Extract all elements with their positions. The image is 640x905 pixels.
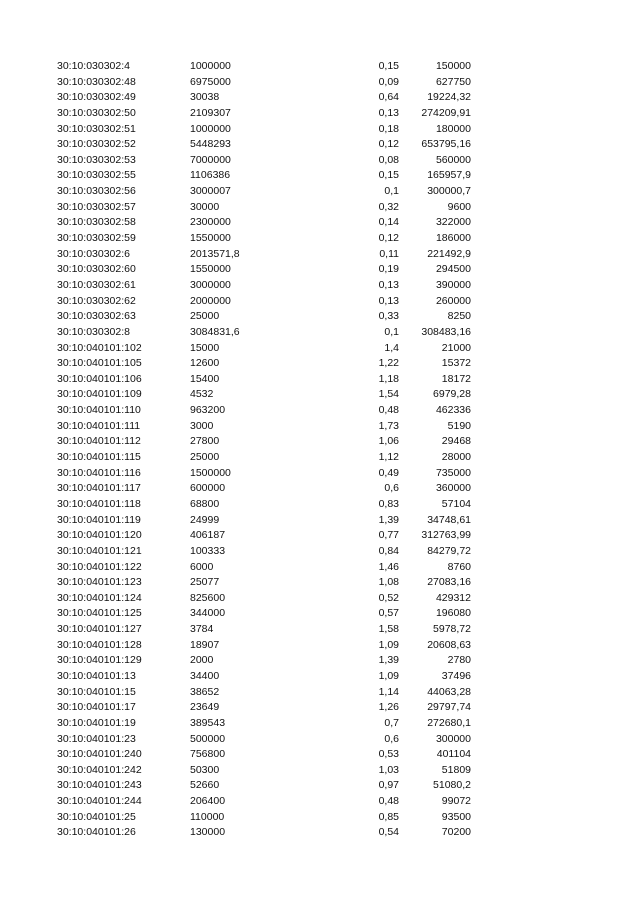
- amount-value-cell: 165957,9: [427, 169, 471, 182]
- area-value-cell: 963200: [190, 404, 226, 417]
- rate-value-cell: 0,13: [378, 294, 399, 307]
- cadastral-number-cell: 30:10:040101:244: [57, 795, 142, 808]
- amount-value-cell: 274209,91: [421, 106, 471, 119]
- cadastral-number-cell: 30:10:030302:58: [57, 216, 136, 229]
- table-row: [0, 591, 640, 607]
- area-value-cell: 130000: [190, 826, 226, 839]
- amount-value-cell: 99072: [441, 795, 471, 808]
- amount-value-cell: 19224,32: [427, 91, 471, 104]
- amount-value-cell: 300000,7: [427, 185, 471, 198]
- table-row: [0, 606, 640, 622]
- table-row: [0, 700, 640, 716]
- area-value-cell: 756800: [190, 748, 226, 761]
- rate-value-cell: 1,18: [378, 372, 399, 385]
- amount-value-cell: 21000: [441, 341, 471, 354]
- amount-value-cell: 322000: [435, 216, 471, 229]
- table-row: [0, 419, 640, 435]
- area-value-cell: 27800: [190, 435, 220, 448]
- rate-value-cell: 0,7: [384, 716, 399, 729]
- cadastral-number-cell: 30:10:040101:116: [57, 466, 141, 479]
- area-value-cell: 3784: [190, 623, 214, 636]
- rate-value-cell: 1,54: [378, 388, 399, 401]
- area-value-cell: 2000000: [190, 294, 231, 307]
- area-value-cell: 25000: [190, 451, 220, 464]
- cadastral-number-cell: 30:10:040101:240: [57, 748, 142, 761]
- cadastral-number-cell: 30:10:030302:53: [57, 153, 136, 166]
- table-row: [0, 669, 640, 685]
- area-value-cell: 389543: [190, 716, 226, 729]
- area-value-cell: 1550000: [190, 263, 231, 276]
- amount-value-cell: 6979,28: [433, 388, 471, 401]
- rate-value-cell: 0,52: [378, 591, 399, 604]
- table-row: [0, 434, 640, 450]
- rate-value-cell: 1,4: [384, 341, 399, 354]
- table-row: [0, 513, 640, 529]
- amount-value-cell: 401104: [436, 748, 471, 761]
- cadastral-number-cell: 30:10:040101:25: [57, 810, 136, 823]
- amount-value-cell: 18172: [441, 372, 471, 385]
- area-value-cell: 3000000: [190, 278, 231, 291]
- cadastral-number-cell: 30:10:040101:129: [57, 654, 142, 667]
- cadastral-number-cell: 30:10:030302:63: [57, 310, 136, 323]
- amount-value-cell: 180000: [435, 122, 471, 135]
- area-value-cell: 3084831,6: [190, 325, 240, 338]
- amount-value-cell: 186000: [435, 232, 471, 245]
- table-row: [0, 137, 640, 153]
- data-table: [0, 59, 640, 841]
- table-row: [0, 184, 640, 200]
- amount-value-cell: 5978,72: [433, 623, 471, 636]
- rate-value-cell: 1,58: [378, 623, 399, 636]
- cadastral-number-cell: 30:10:030302:62: [57, 294, 136, 307]
- area-value-cell: 34400: [190, 669, 220, 682]
- cadastral-number-cell: 30:10:040101:125: [57, 607, 142, 620]
- cadastral-number-cell: 30:10:040101:106: [57, 372, 142, 385]
- cadastral-number-cell: 30:10:040101:112: [57, 435, 141, 448]
- amount-value-cell: 5190: [447, 419, 471, 432]
- cadastral-number-cell: 30:10:040101:119: [57, 513, 141, 526]
- cadastral-number-cell: 30:10:040101:122: [57, 560, 142, 573]
- rate-value-cell: 0,54: [378, 826, 399, 839]
- amount-value-cell: 57104: [441, 497, 471, 510]
- rate-value-cell: 0,53: [378, 748, 399, 761]
- rate-value-cell: 0,1: [384, 325, 399, 338]
- table-row: [0, 247, 640, 263]
- cadastral-number-cell: 30:10:030302:59: [57, 232, 136, 245]
- rate-value-cell: 0,32: [378, 200, 399, 213]
- rate-value-cell: 0,49: [378, 466, 399, 479]
- table-row: [0, 685, 640, 701]
- rate-value-cell: 1,26: [378, 701, 399, 714]
- area-value-cell: 110000: [190, 810, 225, 823]
- table-row: [0, 59, 640, 75]
- rate-value-cell: 0,19: [378, 263, 399, 276]
- rate-value-cell: 0,14: [378, 216, 399, 229]
- area-value-cell: 825600: [190, 591, 226, 604]
- amount-value-cell: 312763,99: [421, 529, 471, 542]
- cadastral-number-cell: 30:10:040101:124: [57, 591, 142, 604]
- cadastral-number-cell: 30:10:040101:121: [57, 544, 142, 557]
- cadastral-number-cell: 30:10:040101:118: [57, 497, 141, 510]
- area-value-cell: 2000: [190, 654, 214, 667]
- cadastral-number-cell: 30:10:040101:128: [57, 638, 142, 651]
- cadastral-number-cell: 30:10:030302:8: [57, 325, 130, 338]
- rate-value-cell: 1,08: [378, 576, 399, 589]
- area-value-cell: 100333: [190, 544, 226, 557]
- rate-value-cell: 0,13: [378, 106, 399, 119]
- table-row: [0, 122, 640, 138]
- amount-value-cell: 28000: [441, 451, 471, 464]
- area-value-cell: 2300000: [190, 216, 231, 229]
- rate-value-cell: 1,09: [378, 638, 399, 651]
- table-row: [0, 403, 640, 419]
- area-value-cell: 500000: [190, 732, 226, 745]
- table-row: [0, 544, 640, 560]
- table-row: [0, 653, 640, 669]
- rate-value-cell: 1,46: [378, 560, 399, 573]
- cadastral-number-cell: 30:10:030302:52: [57, 138, 136, 151]
- amount-value-cell: 93500: [441, 810, 471, 823]
- rate-value-cell: 0,08: [378, 153, 399, 166]
- rate-value-cell: 1,22: [378, 357, 399, 370]
- amount-value-cell: 27083,16: [427, 576, 471, 589]
- rate-value-cell: 0,77: [378, 529, 399, 542]
- area-value-cell: 15000: [190, 341, 220, 354]
- cadastral-number-cell: 30:10:030302:50: [57, 106, 136, 119]
- area-value-cell: 344000: [190, 607, 226, 620]
- rate-value-cell: 0,15: [378, 169, 399, 182]
- rate-value-cell: 1,73: [378, 419, 399, 432]
- amount-value-cell: 15372: [441, 357, 471, 370]
- rate-value-cell: 0,15: [378, 60, 399, 72]
- cadastral-number-cell: 30:10:040101:117: [57, 482, 141, 495]
- table-row: [0, 278, 640, 294]
- amount-value-cell: 560000: [435, 153, 471, 166]
- amount-value-cell: 2780: [447, 654, 471, 667]
- rate-value-cell: 0,48: [378, 404, 399, 417]
- amount-value-cell: 429312: [435, 591, 471, 604]
- table-row: [0, 75, 640, 91]
- rate-value-cell: 0,13: [378, 278, 399, 291]
- table-row: [0, 309, 640, 325]
- rate-value-cell: 0,64: [378, 91, 399, 104]
- cadastral-number-cell: 30:10:030302:55: [57, 169, 136, 182]
- rate-value-cell: 0,18: [378, 122, 399, 135]
- cadastral-number-cell: 30:10:040101:105: [57, 357, 142, 370]
- rate-value-cell: 0,12: [378, 232, 399, 245]
- area-value-cell: 1500000: [190, 466, 231, 479]
- amount-value-cell: 8250: [447, 310, 471, 323]
- amount-value-cell: 37496: [441, 669, 471, 682]
- amount-value-cell: 260000: [435, 294, 471, 307]
- rate-value-cell: 1,12: [378, 451, 399, 464]
- rate-value-cell: 0,48: [378, 795, 399, 808]
- amount-value-cell: 196080: [435, 607, 471, 620]
- area-value-cell: 600000: [190, 482, 226, 495]
- rate-value-cell: 0,09: [378, 75, 399, 88]
- cadastral-number-cell: 30:10:030302:56: [57, 185, 136, 198]
- amount-value-cell: 9600: [447, 200, 471, 213]
- table-row: [0, 763, 640, 779]
- cadastral-number-cell: 30:10:040101:243: [57, 779, 142, 792]
- area-value-cell: 6975000: [190, 75, 231, 88]
- table-row: [0, 168, 640, 184]
- cadastral-number-cell: 30:10:040101:127: [57, 623, 142, 636]
- table-row: [0, 466, 640, 482]
- table-row: [0, 387, 640, 403]
- cadastral-number-cell: 30:10:030302:57: [57, 200, 136, 213]
- area-value-cell: 3000007: [190, 185, 231, 198]
- area-value-cell: 12600: [190, 357, 220, 370]
- amount-value-cell: 51080,2: [433, 779, 471, 792]
- rate-value-cell: 0,12: [378, 138, 399, 151]
- cadastral-number-cell: 30:10:040101:13: [57, 669, 136, 682]
- area-value-cell: 50300: [190, 763, 220, 776]
- table-row: [0, 356, 640, 372]
- table-row: [0, 341, 640, 357]
- area-value-cell: 406187: [190, 529, 226, 542]
- table-row: [0, 90, 640, 106]
- table-row: [0, 747, 640, 763]
- area-value-cell: 3000: [190, 419, 214, 432]
- cadastral-number-cell: 30:10:040101:123: [57, 576, 142, 589]
- cadastral-number-cell: 30:10:040101:111: [57, 419, 141, 432]
- cadastral-number-cell: 30:10:030302:49: [57, 91, 136, 104]
- amount-value-cell: 150000: [435, 60, 471, 72]
- amount-value-cell: 20608,63: [427, 638, 471, 651]
- table-row: [0, 575, 640, 591]
- cadastral-number-cell: 30:10:030302:6: [57, 247, 130, 260]
- amount-value-cell: 51809: [441, 763, 471, 776]
- area-value-cell: 1106386: [190, 169, 231, 182]
- area-value-cell: 24999: [190, 513, 220, 526]
- area-value-cell: 6000: [190, 560, 214, 573]
- area-value-cell: 68800: [190, 497, 220, 510]
- table-row: [0, 481, 640, 497]
- amount-value-cell: 735000: [435, 466, 471, 479]
- amount-value-cell: 360000: [435, 482, 471, 495]
- cadastral-number-cell: 30:10:040101:26: [57, 826, 136, 839]
- cadastral-number-cell: 30:10:040101:109: [57, 388, 142, 401]
- area-value-cell: 30000: [190, 200, 220, 213]
- amount-value-cell: 8760: [447, 560, 471, 573]
- table-row: [0, 153, 640, 169]
- amount-value-cell: 653795,16: [421, 138, 471, 151]
- amount-value-cell: 462336: [435, 404, 471, 417]
- table-row: [0, 638, 640, 654]
- rate-value-cell: 1,06: [378, 435, 399, 448]
- rate-value-cell: 0,97: [378, 779, 399, 792]
- area-value-cell: 1000000: [190, 122, 231, 135]
- cadastral-number-cell: 30:10:040101:120: [57, 529, 142, 542]
- rate-value-cell: 0,84: [378, 544, 399, 557]
- table-row: [0, 622, 640, 638]
- table-row: [0, 528, 640, 544]
- cadastral-number-cell: 30:10:040101:17: [57, 701, 136, 714]
- cadastral-number-cell: 30:10:030302:61: [57, 278, 136, 291]
- table-row: [0, 372, 640, 388]
- table-row: [0, 794, 640, 810]
- area-value-cell: 2109307: [190, 106, 231, 119]
- table-row: [0, 215, 640, 231]
- area-value-cell: 25000: [190, 310, 220, 323]
- rate-value-cell: 0,33: [378, 310, 399, 323]
- amount-value-cell: 29468: [441, 435, 471, 448]
- area-value-cell: 1550000: [190, 232, 231, 245]
- area-value-cell: 1000000: [190, 60, 231, 72]
- rate-value-cell: 0,85: [378, 810, 399, 823]
- area-value-cell: 15400: [190, 372, 220, 385]
- area-value-cell: 18907: [190, 638, 220, 651]
- area-value-cell: 25077: [190, 576, 220, 589]
- table-row: [0, 825, 640, 841]
- amount-value-cell: 34748,61: [427, 513, 471, 526]
- cadastral-number-cell: 30:10:040101:242: [57, 763, 142, 776]
- rate-value-cell: 1,03: [378, 763, 399, 776]
- amount-value-cell: 29797,74: [427, 701, 471, 714]
- cadastral-number-cell: 30:10:030302:4: [57, 60, 130, 72]
- area-value-cell: 4532: [190, 388, 214, 401]
- table-row: [0, 560, 640, 576]
- area-value-cell: 38652: [190, 685, 220, 698]
- cadastral-number-cell: 30:10:040101:15: [57, 685, 136, 698]
- table-row: [0, 497, 640, 513]
- rate-value-cell: 0,1: [384, 185, 399, 198]
- table-row: [0, 732, 640, 748]
- cadastral-number-cell: 30:10:040101:110: [57, 404, 141, 417]
- amount-value-cell: 300000: [435, 732, 471, 745]
- amount-value-cell: 70200: [441, 826, 471, 839]
- cadastral-number-cell: 30:10:030302:48: [57, 75, 136, 88]
- area-value-cell: 206400: [190, 795, 226, 808]
- table-row: [0, 262, 640, 278]
- table-row: [0, 810, 640, 826]
- rate-value-cell: 1,39: [378, 513, 399, 526]
- table-row: [0, 200, 640, 216]
- table-row: [0, 716, 640, 732]
- cadastral-number-cell: 30:10:040101:23: [57, 732, 136, 745]
- amount-value-cell: 221492,9: [427, 247, 471, 260]
- cadastral-number-cell: 30:10:040101:115: [57, 451, 141, 464]
- rate-value-cell: 1,14: [378, 685, 399, 698]
- rate-value-cell: 0,6: [384, 482, 399, 495]
- amount-value-cell: 294500: [435, 263, 471, 276]
- rate-value-cell: 0,57: [378, 607, 399, 620]
- rate-value-cell: 0,83: [378, 497, 399, 510]
- table-row: [0, 294, 640, 310]
- amount-value-cell: 84279,72: [427, 544, 471, 557]
- table-row: [0, 778, 640, 794]
- cadastral-number-cell: 30:10:030302:60: [57, 263, 136, 276]
- amount-value-cell: 272680,1: [427, 716, 471, 729]
- area-value-cell: 52660: [190, 779, 220, 792]
- amount-value-cell: 390000: [435, 278, 471, 291]
- table-row: [0, 231, 640, 247]
- table-row: [0, 106, 640, 122]
- rate-value-cell: 0,11: [379, 247, 399, 260]
- rate-value-cell: 1,39: [378, 654, 399, 667]
- cadastral-number-cell: 30:10:040101:102: [57, 341, 142, 354]
- area-value-cell: 30038: [190, 91, 220, 104]
- area-value-cell: 7000000: [190, 153, 231, 166]
- table-row: [0, 325, 640, 341]
- rate-value-cell: 0,6: [384, 732, 399, 745]
- rate-value-cell: 1,09: [378, 669, 399, 682]
- area-value-cell: 5448293: [190, 138, 231, 151]
- cadastral-number-cell: 30:10:040101:19: [57, 716, 136, 729]
- table-row: [0, 450, 640, 466]
- area-value-cell: 23649: [190, 701, 220, 714]
- cadastral-number-cell: 30:10:030302:51: [57, 122, 136, 135]
- area-value-cell: 2013571,8: [190, 247, 240, 260]
- amount-value-cell: 44063,28: [427, 685, 471, 698]
- amount-value-cell: 308483,16: [421, 325, 471, 338]
- amount-value-cell: 627750: [435, 75, 471, 88]
